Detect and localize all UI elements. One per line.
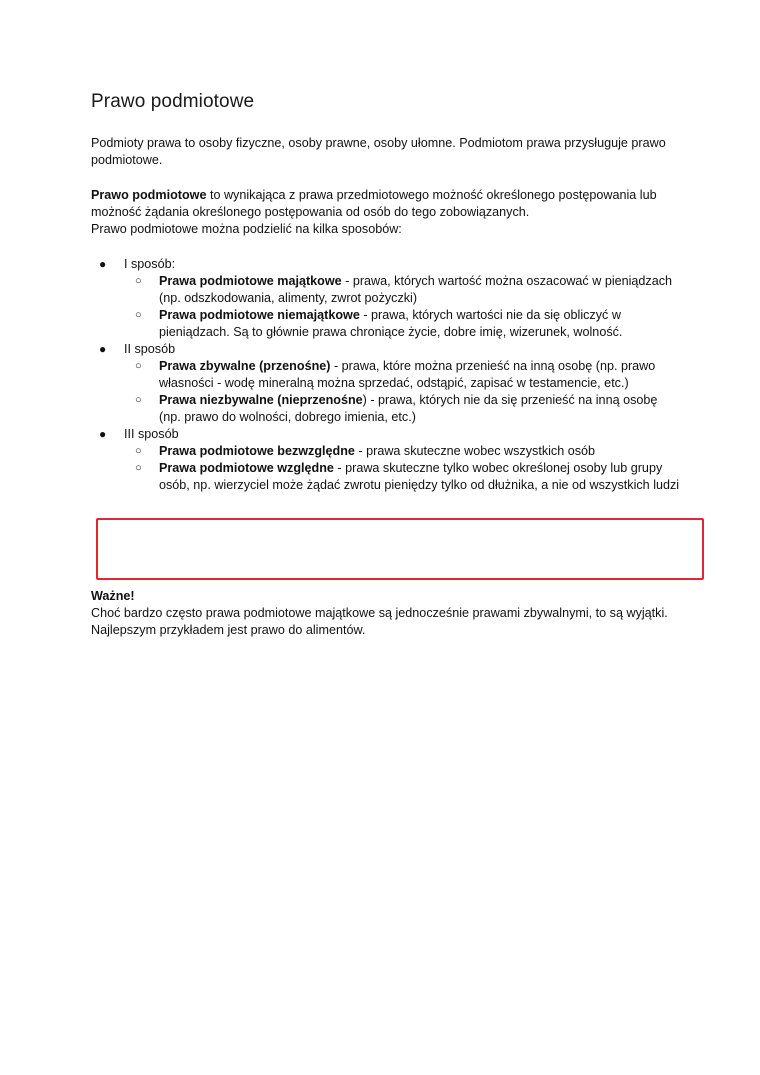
note-heading: Ważne! <box>91 589 135 603</box>
item-term: Prawa podmiotowe majątkowe <box>159 274 342 288</box>
way-label: I sposób: <box>124 257 176 271</box>
sub-list-item <box>91 392 681 426</box>
circle-bullet-icon: ○ <box>135 445 142 457</box>
list-item <box>91 256 681 273</box>
item-term: Prawa podmiotowe względne <box>159 461 334 475</box>
sub-list-item <box>91 443 681 460</box>
circle-bullet-icon: ○ <box>135 309 142 321</box>
item-term: Prawa niezbywalne (nieprzenośne <box>159 393 363 407</box>
circle-bullet-icon: ○ <box>135 394 142 406</box>
sub-list-item <box>91 460 681 494</box>
intro-paragraph: Podmioty prawa to osoby fizyczne, osoby prawne, osoby ułomne. Podmiotom prawa przysługuje prawo podmiotowe. <box>91 136 666 167</box>
item-text: - prawa, które można przenieść na inną osobę (np. prawo własności - wodę mineralną można sprzedać, odstąpić, zapisać w testamencie, etc.) <box>159 359 656 390</box>
item-term: Prawa podmiotowe bezwzględne <box>159 444 355 458</box>
page-title: Prawo podmiotowe <box>91 91 255 112</box>
bullet-icon: ● <box>99 342 107 356</box>
highlight-box <box>96 518 704 580</box>
item-term: Prawa podmiotowe niemajątkowe <box>159 308 360 322</box>
circle-bullet-icon: ○ <box>135 275 142 287</box>
item-term: Prawa zbywalne (przenośne) <box>159 359 331 373</box>
way-label: II sposób <box>124 342 176 356</box>
definition-term: Prawo podmiotowe <box>91 188 207 202</box>
note-section <box>91 588 681 639</box>
item-text: - prawa, których wartość można oszacować w pieniądzach (np. odszkodowania, alimenty, zwrot pożyczki) <box>159 274 673 305</box>
item-text: ) - prawa, których nie da się przenieść na inną osobę (np. prawo do wolności, dobrego imienia, etc.) <box>159 393 658 424</box>
note-text: Choć bardzo często prawa podmiotowe majątkowe są jednocześnie prawami zbywalnymi, to są wyjątki. Najlepszym przykładem jest prawo do alimentów. <box>91 606 668 637</box>
sub-list-item <box>91 273 681 307</box>
item-text: - prawa, których wartości nie da się obliczyć w pieniądzach. Są to głównie prawa chroniące życie, dobre imię, wizerunek, wolność. <box>159 308 623 339</box>
circle-bullet-icon: ○ <box>135 462 142 474</box>
circle-bullet-icon: ○ <box>135 360 142 372</box>
ways-list <box>91 256 681 494</box>
sub-list-item <box>91 358 681 392</box>
list-item <box>91 341 681 358</box>
item-text: - prawa skuteczne wobec wszystkich osób <box>354 444 596 458</box>
way-label: III sposób <box>124 427 179 441</box>
bullet-icon: ● <box>99 427 107 441</box>
sub-list-item <box>91 307 681 341</box>
definition-text: to wynikająca z prawa przedmiotowego możność określonego postępowania lub możność żądania określonego postępowania od osób do tego zobowiązanych. <box>91 188 657 219</box>
definition-paragraph <box>91 187 681 238</box>
list-item <box>91 426 681 443</box>
division-text: Prawo podmiotowe można podzielić na kilka sposobów: <box>91 222 402 236</box>
item-text: - prawa skuteczne tylko wobec określonej osoby lub grupy osób, np. wierzyciel może żądać zwrotu pieniędzy tylko od dłużnika, a nie od wszystkich ludzi <box>159 461 680 492</box>
bullet-icon: ● <box>99 257 107 271</box>
